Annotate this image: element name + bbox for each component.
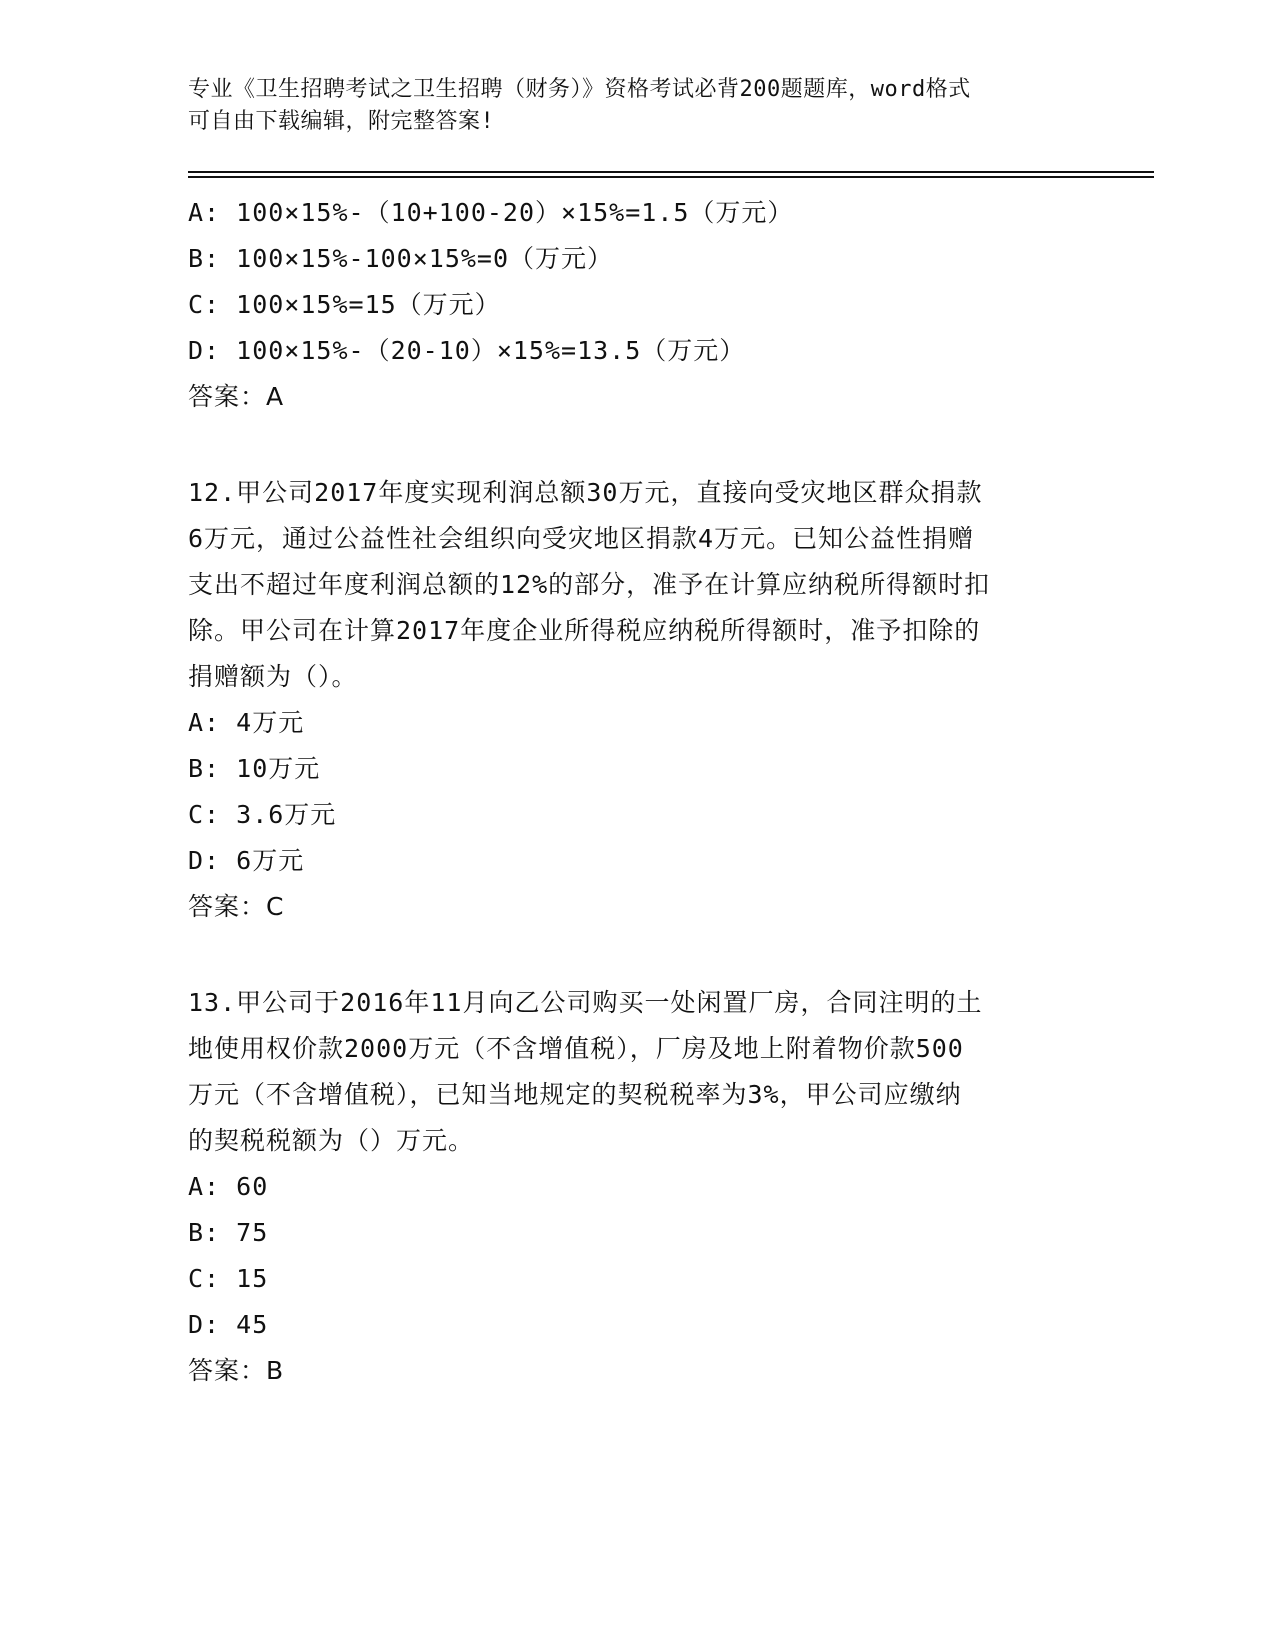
- option-d: D: 100×15%-（20-10）×15%=13.5（万元）: [188, 336, 746, 365]
- spacer: [188, 420, 1088, 470]
- stem-line: 13.甲公司于2016年11月向乙公司购买一处闲置厂房，合同注明的土: [188, 988, 983, 1017]
- stem-line: 的契税税额为（）万元。: [188, 1126, 475, 1155]
- option-c: C: 100×15%=15（万元）: [188, 290, 501, 319]
- question-11: [188, 190, 1088, 420]
- question-stem: [188, 980, 1088, 1164]
- option-c: C: 15: [188, 1264, 269, 1293]
- stem-line: 捐赠额为（）。: [188, 662, 358, 691]
- option-b: B: 75: [188, 1218, 269, 1247]
- spacer: [188, 930, 1088, 980]
- stem-line: 万元（不含增值税），已知当地规定的契税税率为3%，甲公司应缴纳: [188, 1080, 962, 1109]
- answer: 答案：A: [188, 382, 285, 411]
- question-12: [188, 470, 1088, 930]
- document-body: [188, 190, 1088, 1394]
- header-rule-top: [188, 171, 1154, 173]
- option-d: D: 45: [188, 1310, 269, 1339]
- document-header: [188, 74, 1088, 138]
- option-b: B: 100×15%-100×15%=0（万元）: [188, 244, 614, 273]
- answer: 答案：C: [188, 892, 285, 921]
- answer: 答案：B: [188, 1356, 285, 1385]
- header-line-1: 专业《卫生招聘考试之卫生招聘（财务）》资格考试必背200题题库，word格式: [188, 77, 971, 102]
- stem-line: 6万元，通过公益性社会组织向受灾地区捐款4万元。已知公益性捐赠: [188, 524, 975, 553]
- stem-line: 支出不超过年度利润总额的12%的部分，准予在计算应纳税所得额时扣: [188, 570, 991, 599]
- question-13: [188, 980, 1088, 1394]
- option-a: A: 4万元: [188, 708, 305, 737]
- option-b: B: 10万元: [188, 754, 321, 783]
- option-a: A: 100×15%-（10+100-20）×15%=1.5（万元）: [188, 198, 794, 227]
- stem-line: 12.甲公司2017年度实现利润总额30万元，直接向受灾地区群众捐款: [188, 478, 983, 507]
- stem-line: 地使用权价款2000万元（不含增值税），厂房及地上附着物价款500: [188, 1034, 964, 1063]
- option-a: A: 60: [188, 1172, 269, 1201]
- question-stem: [188, 470, 1088, 700]
- header-line-2: 可自由下载编辑，附完整答案!: [188, 109, 495, 134]
- stem-line: 除。甲公司在计算2017年度企业所得税应纳税所得额时，准予扣除的: [188, 616, 981, 645]
- option-d: D: 6万元: [188, 846, 305, 875]
- option-c: C: 3.6万元: [188, 800, 337, 829]
- header-rule-bottom: [188, 176, 1154, 178]
